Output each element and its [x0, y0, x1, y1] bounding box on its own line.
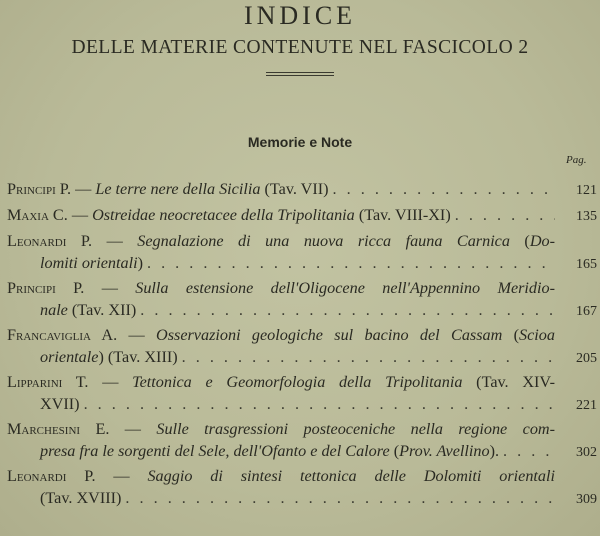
entry-title: Tettonica e Geomorfologia della Tripolitania: [132, 373, 463, 391]
entry-title: Sulle trasgressioni posteoceniche nella regione com-: [156, 420, 555, 438]
toc-entry: [7, 232, 597, 254]
entry-title: Osservazioni geologiche sul bacino del Cassam: [156, 326, 503, 344]
toc-entry: [7, 206, 597, 228]
toc-entry-continuation: [40, 254, 597, 276]
entry-title: Do-: [529, 232, 555, 250]
dot-leader: [143, 254, 555, 273]
entry-page-number: 205: [576, 351, 597, 366]
entry-text-part: —: [84, 279, 136, 297]
entry-author: Francaviglia A.: [7, 326, 118, 344]
entry-title: Ostreidae neocretacee della Tripolitania: [92, 206, 355, 224]
dot-leader: [451, 206, 555, 225]
entry-text-part: XVII): [40, 395, 80, 413]
entry-text-part: (: [509, 232, 530, 250]
entry-text-part: —: [109, 420, 157, 438]
toc-entry-continuation: [40, 301, 597, 323]
toc-entry: [7, 326, 597, 348]
page-column-label: Pag.: [566, 154, 587, 166]
entry-title: Saggio di sintesi tettonica delle Dolomiti orientali: [147, 467, 555, 485]
entry-text-part: (: [502, 326, 520, 344]
entry-title: presa fra le sorgenti del Sele, dell'Ofanto e del Calore: [40, 442, 390, 460]
dot-leader: [80, 395, 555, 414]
index-title: INDICE: [243, 1, 357, 30]
entry-text-part: (: [389, 442, 400, 460]
dot-leader: [121, 489, 555, 508]
toc-entry: [7, 467, 597, 489]
entry-text-part: —: [92, 232, 138, 250]
entry-text-part: (Tav. XVIII): [40, 489, 122, 507]
entry-text: [7, 373, 555, 395]
entry-title: nale: [40, 301, 68, 319]
entry-text-part: ) (Tav. XIII): [98, 348, 178, 366]
dot-leader: [178, 348, 555, 367]
entry-author: Principi P.: [7, 180, 72, 198]
entry-page-number: 135: [576, 209, 597, 224]
entry-title: Prov. Avellino: [399, 442, 490, 460]
entry-text-part: ).: [489, 442, 500, 460]
toc-entry: [7, 180, 597, 202]
toc-entry-continuation: [40, 395, 597, 417]
entry-title: Sulla estensione dell'Oligocene nell'Appennino Meridio-: [135, 279, 555, 297]
entry-author: Lipparini T.: [7, 373, 89, 391]
entry-page-number: 167: [576, 304, 597, 319]
section-heading: Memorie e Note: [247, 134, 353, 150]
entry-text: [7, 232, 555, 254]
entry-page-number: 121: [576, 183, 597, 198]
entry-title: orientale: [40, 348, 99, 366]
dot-leader: [136, 301, 555, 320]
entry-text: [7, 279, 555, 301]
entry-text: [7, 206, 451, 225]
entry-text-part: (Tav. VIII-XI): [354, 206, 451, 224]
entry-page-number: 165: [576, 257, 597, 272]
entry-text-part: ): [137, 254, 143, 272]
entry-text-part: —: [95, 467, 148, 485]
index-subtitle: DELLE MATERIE CONTENUTE NEL FASCICOLO 2: [71, 37, 529, 58]
toc-entry-continuation: [40, 442, 597, 464]
entry-text-part: (Tav. VII): [260, 180, 329, 198]
entry-text: [40, 395, 80, 414]
entry-author: Maxia C.: [7, 206, 68, 224]
entry-title: lomiti orientali: [40, 254, 138, 272]
entry-author: Principi P.: [7, 279, 85, 297]
entry-text: [7, 467, 555, 489]
dot-leader: [499, 442, 555, 461]
entry-text-part: —: [88, 373, 133, 391]
entry-text: [40, 348, 178, 367]
dot-leader: [329, 180, 555, 199]
entry-page-number: 221: [576, 398, 597, 413]
entry-text: [40, 489, 121, 508]
entry-page-number: 302: [576, 445, 597, 460]
toc-entry: [7, 373, 597, 395]
toc-entry: [7, 420, 597, 442]
entry-text: [40, 254, 143, 273]
entry-title: Scioa: [519, 326, 555, 344]
entry-title: Le terre nere della Sicilia: [95, 180, 261, 198]
entry-text: [7, 420, 555, 442]
divider: [266, 72, 334, 76]
entry-text-part: —: [71, 180, 96, 198]
entry-author: Leonardi P.: [7, 467, 96, 485]
entry-text-part: —: [67, 206, 93, 224]
toc-entry-continuation: [40, 348, 597, 370]
toc-entry: [7, 279, 597, 301]
entry-title: Segnalazione di una nuova ricca fauna Carnica: [137, 232, 510, 250]
entry-text: [40, 301, 136, 320]
entry-text-part: (Tav. XII): [67, 301, 137, 319]
entry-author: Marchesini E.: [7, 420, 110, 438]
entry-text-part: (Tav. XIV-: [462, 373, 555, 391]
entry-text: [40, 442, 499, 461]
entry-author: Leonardi P.: [7, 232, 93, 250]
entry-page-number: 309: [576, 492, 597, 507]
entry-text-part: —: [117, 326, 157, 344]
entry-text: [7, 180, 329, 199]
toc-entry-continuation: [40, 489, 597, 511]
entry-text: [7, 326, 555, 348]
